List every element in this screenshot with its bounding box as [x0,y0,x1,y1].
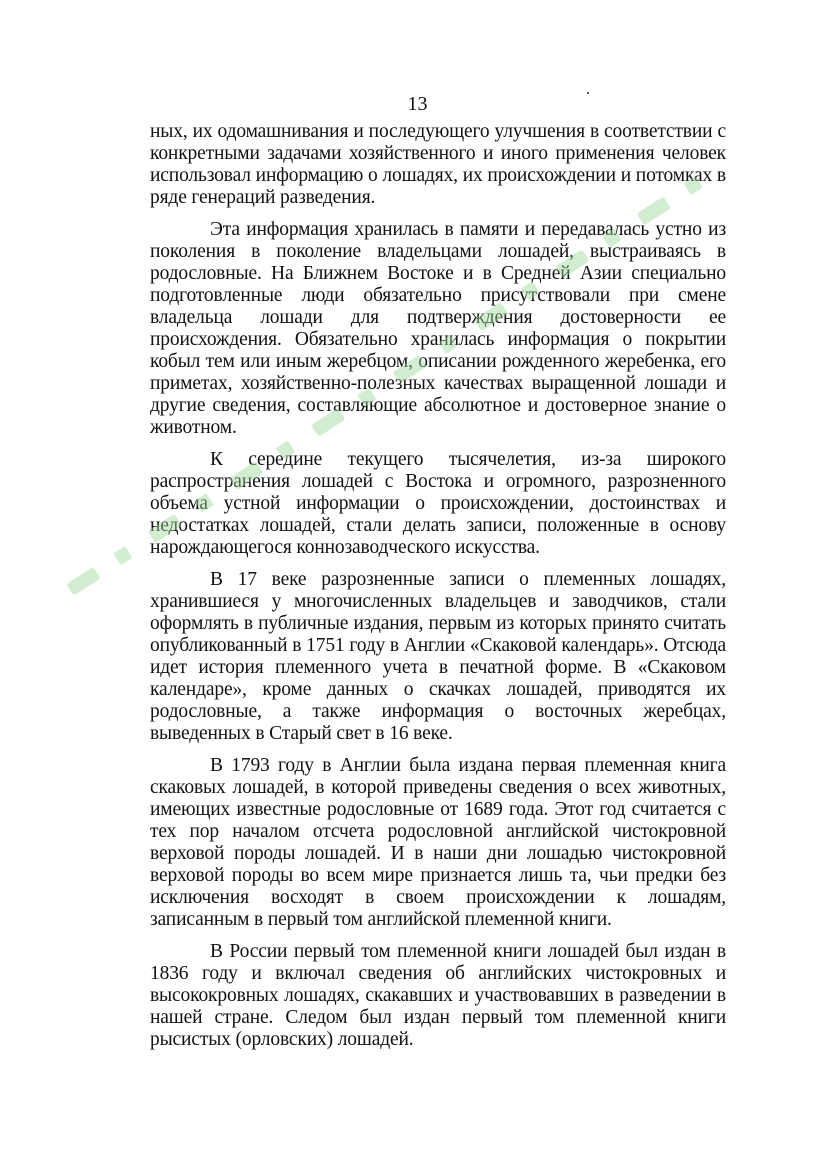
page-number: 13 [407,93,428,115]
watermark-mark [113,546,132,565]
watermark-mark [66,567,100,596]
paragraph-3: К середине текущего тысячелетия, из-за широкого распространения лошадей с Востока и огромного, разрозненного объема устной информации о происхождении, достоинствах и недостатках лошадей, стали делать записи, положенные в основу нарождающегося коннозаводческого искусства. [150,449,726,558]
paragraph-4: В 17 веке разрозненные записи о племенных лошадях, хранившиеся у многочисленных владельцев и заводчиков, стали оформлять в публичные издания, первым из которых принято считать опубликованный в 1751 году в Англии «Скаковой календарь». Отсюда идет история племенного учета в печатной форме. В «Скаковом календаре», кроме данных о скачках лошадей, приводятся их родословные, а также информация о восточных жеребцах, выведенных в Старый свет в 16 веке. [150,569,726,744]
paragraph-2: Эта информация хранилась в памяти и передавалась устно из поколения в поколение владельцами лошадей, выстраиваясь в родословные. На Ближнем Востоке и в Средней Азии специально подготовленные люди обязательно присутствовали при смене владельца лошади для подтверждения достоверности ее происхождения. Обязательно хранилась информация о покрытии кобыл тем или иным жеребцом, описании рожденного жеребенка, его приметах, хозяйственно-полезных качествах выращенной лошади и другие сведения, составляющие абсолютное и достоверное знание о животном. [150,219,726,438]
paragraph-1: ных, их одомашнивания и последующего улучшения в соответствии с конкретными задачами хозяйственного и иного применения человек использовал информацию о лошадях, их происхождении и потомках в ряде генераций разведения. [150,121,726,208]
paragraph-5: В 1793 году в Англии была издана первая племенная книга скаковых лошадей, в которой приведены сведения о всех животных, имеющих известные родословные от 1689 года. Этот год считается с тех пор началом отсчета родословной английской чистокровной верховой породы лошадей. И в наши дни лошадью чистокровной верховой породы во всем мире признается лишь та, чьи предки без исключения восходят в своем происхождении к лошадям, записанным в первый том английской племенной книги. [150,755,726,930]
body-text [150,121,726,1051]
paragraph-6: В России первый том племенной книги лошадей был издан в 1836 году и включал сведения об английских чистокровных и высококровных лошадях, скакавших и участвовавших в разведении в нашей стране. Следом был издан первый том племенной книги рысистых (орловских) лошадей. [150,941,726,1050]
